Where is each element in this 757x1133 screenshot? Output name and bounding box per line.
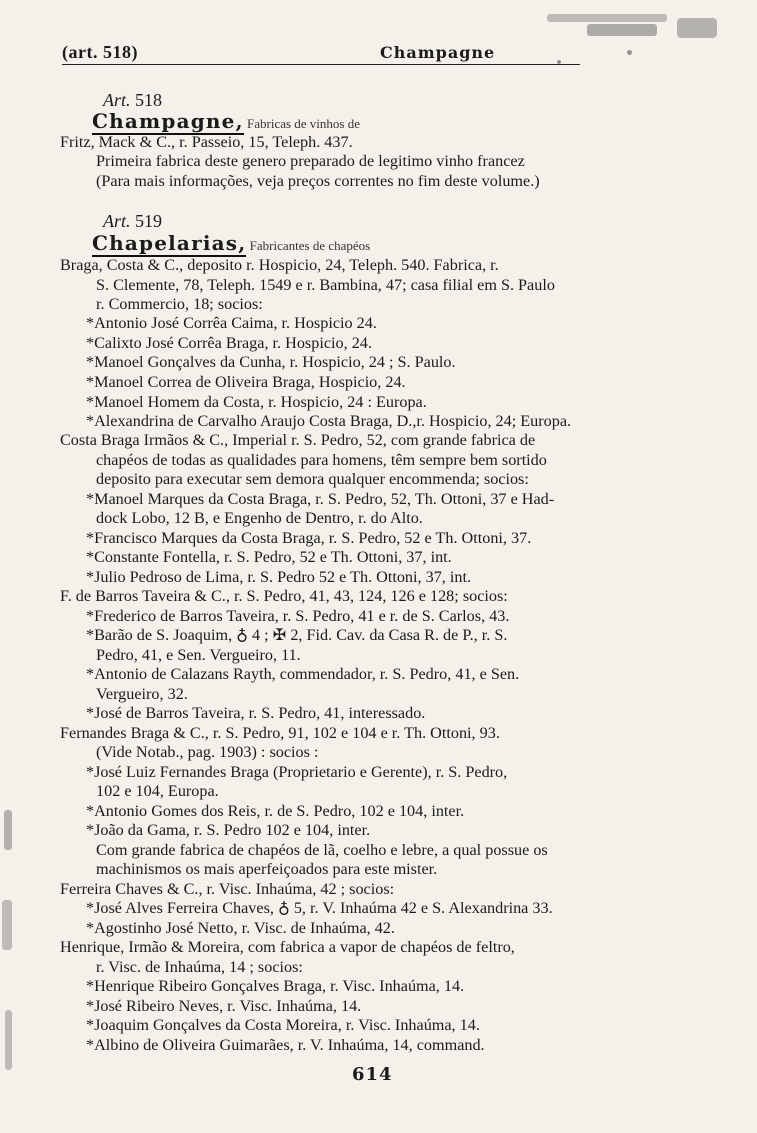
entry-line: (Para mais informações, veja preços correntes no fim deste volume.) (96, 172, 540, 190)
entry-line: Costa Braga Irmãos & C., Imperial r. S. Pedro, 52, com grande fabrica de (60, 431, 536, 449)
entry-line: *Albino de Oliveira Guimarães, r. V. Inhaúma, 14, command. (86, 1036, 485, 1054)
entry-line: *Frederico de Barros Taveira, r. S. Pedro, 41 e r. de S. Carlos, 43. (86, 607, 510, 625)
entry-line: Com grande fabrica de chapéos de lã, coelho e lebre, a qual possue os (96, 841, 548, 859)
entry-line: machinismos os mais aperfeiçoados para este mister. (96, 860, 438, 878)
entry-line: chapéos de todas as qualidades para homens, têm sempre bem sortido (96, 451, 547, 469)
entry-line: *Antonio de Calazans Rayth, commendador, r. S. Pedro, 41, e Sen. (86, 665, 520, 683)
section-title-chapelarias (92, 231, 370, 255)
header-title: Champagne (380, 43, 496, 62)
section-subtitle: Fabricas de vinhos de (247, 116, 361, 131)
section-title-text: Champagne, (92, 109, 244, 133)
entry-line: (Vide Notab., pag. 1903) : socios : (96, 743, 319, 761)
article-number: 518 (135, 90, 163, 110)
entry-line: Fritz, Mack & C., r. Passeio, 15, Teleph. 437. (60, 133, 353, 151)
entry-line: *José Luiz Fernandes Braga (Proprietario e Gerente), r. S. Pedro, (86, 763, 508, 781)
entry-line: F. de Barros Taveira & C., r. S. Pedro, 41, 43, 124, 126 e 128; socios: (60, 587, 508, 605)
entry-line: *Julio Pedroso de Lima, r. S. Pedro 52 e Th. Ottoni, 37, int. (86, 568, 472, 586)
section-subtitle: Fabricantes de chapéos (249, 238, 371, 253)
article-label: Art. (103, 90, 131, 110)
entry-line: Pedro, 41, e Sen. Vergueiro, 11. (96, 646, 301, 664)
entry-line: Primeira fabrica deste genero preparado de legitimo vinho francez (96, 152, 525, 170)
entry-line: Fernandes Braga & C., r. S. Pedro, 91, 102 e 104 e r. Th. Ottoni, 93. (60, 724, 500, 742)
entry-line: *Agostinho José Netto, r. Visc. de Inhaúma, 42. (86, 919, 395, 937)
entry-line: *Antonio Gomes dos Reis, r. de S. Pedro, 102 e 104, inter. (86, 802, 465, 820)
running-header (62, 40, 702, 66)
entry-line: *Manoel Homem da Costa, r. Hospicio, 24 : Europa. (86, 393, 427, 411)
entry-line: *Henrique Ribeiro Gonçalves Braga, r. Visc. Inhaúma, 14. (86, 977, 465, 995)
header-article-ref: (art. 518) (62, 42, 138, 62)
section-title-champagne (92, 109, 360, 133)
article-label: Art. (103, 211, 131, 231)
entry-line: r. Visc. de Inhaúma, 14 ; socios: (96, 958, 303, 976)
entry-line: Braga, Costa & C., deposito r. Hospicio, 24, Teleph. 540. Fabrica, r. (60, 256, 499, 274)
entry-line: *Francisco Marques da Costa Braga, r. S. Pedro, 52 e Th. Ottoni, 37. (86, 529, 532, 547)
entry-line: Vergueiro, 32. (96, 685, 188, 703)
entry-line: *José Ribeiro Neves, r. Visc. Inhaúma, 14. (86, 997, 362, 1015)
entry-line: *João da Gama, r. S. Pedro 102 e 104, inter. (86, 821, 371, 839)
page-number: 614 (352, 1064, 393, 1085)
entry-line: 102 e 104, Europa. (96, 782, 219, 800)
entry-line: *Manoel Marques da Costa Braga, r. S. Pedro, 52, Th. Ottoni, 37 e Had- (86, 490, 555, 508)
entry-line: Ferreira Chaves & C., r. Visc. Inhaúma, 42 ; socios: (60, 880, 395, 898)
entry-line: *Calixto José Corrêa Braga, r. Hospicio, 24. (86, 334, 372, 352)
scan-noise-edge (0, 780, 18, 1110)
entry-line: S. Clemente, 78, Teleph. 1549 e r. Bambina, 47; casa filial em S. Paulo (96, 276, 555, 294)
entry-line: *Manoel Correa de Oliveira Braga, Hospicio, 24. (86, 373, 406, 391)
article-heading-519 (103, 211, 162, 232)
entry-line: *Constante Fontella, r. S. Pedro, 52 e Th. Ottoni, 37, int. (86, 548, 452, 566)
entry-line: deposito para executar sem demora qualquer encommenda; socios: (96, 470, 529, 488)
entry-line: *José de Barros Taveira, r. S. Pedro, 41, interessado. (86, 704, 426, 722)
entry-line: dock Lobo, 12 B, e Engenho de Dentro, r. do Alto. (96, 509, 423, 527)
entry-line: *Barão de S. Joaquim, ♁ 4 ; ✠ 2, Fid. Cav. da Casa R. de P., r. S. (86, 626, 508, 644)
entry-line: *Antonio José Corrêa Caima, r. Hospicio 24. (86, 314, 377, 332)
article-heading-518 (103, 90, 162, 111)
entry-line: r. Commercio, 18; socios: (96, 295, 263, 313)
header-rule (62, 64, 580, 65)
entry-line: *Joaquim Gonçalves da Costa Moreira, r. Visc. Inhaúma, 14. (86, 1016, 480, 1034)
article-number: 519 (135, 211, 163, 231)
entry-line: *Alexandrina de Carvalho Araujo Costa Braga, D.,r. Hospicio, 24; Europa. (86, 412, 572, 430)
entry-line: Henrique, Irmão & Moreira, com fabrica a vapor de chapéos de feltro, (60, 938, 515, 956)
entry-line: *Manoel Gonçalves da Cunha, r. Hospicio, 24 ; S. Paulo. (86, 353, 456, 371)
entry-line: *José Alves Ferreira Chaves, ♁ 5, r. V. Inhaúma 42 e S. Alexandrina 33. (86, 899, 553, 917)
section-title-text: Chapelarias, (92, 231, 247, 255)
